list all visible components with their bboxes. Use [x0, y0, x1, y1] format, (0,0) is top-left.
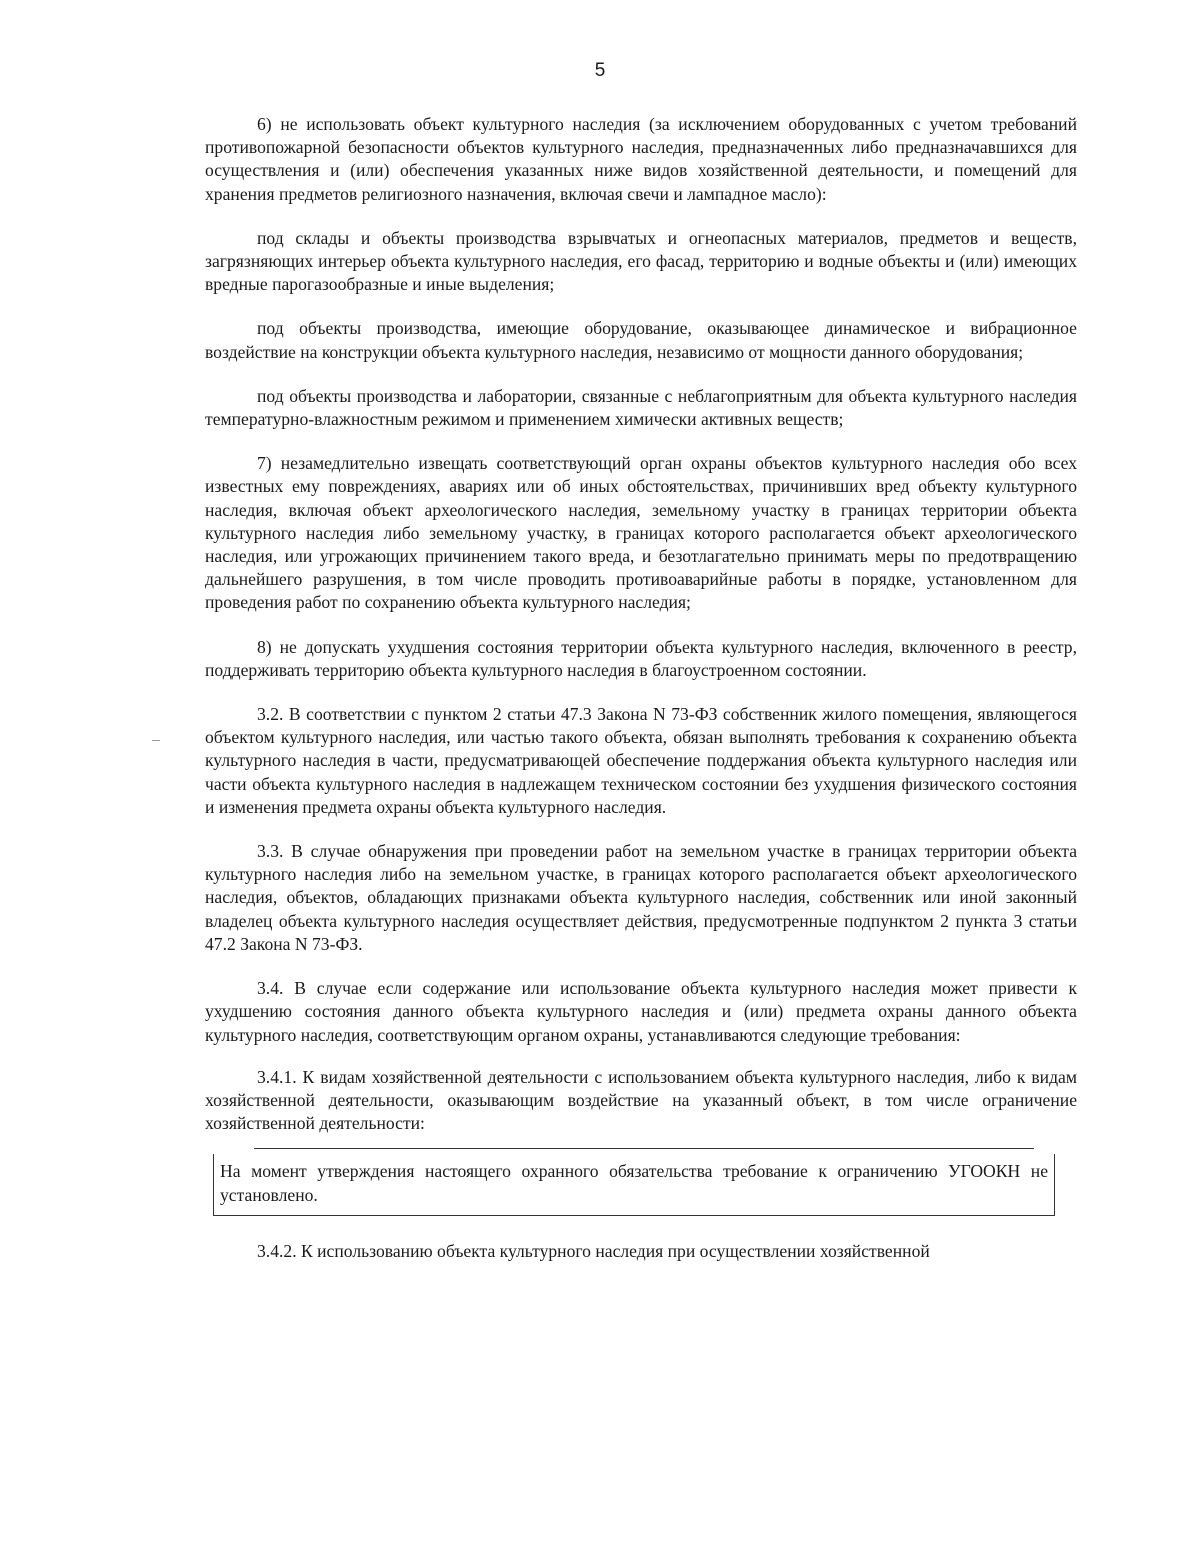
paragraph-production-equipment: под объекты производства, имеющие оборудование, оказывающее динамическое и вибрационное воздействие на конструкции объекта культурного наследия, независимо от мощности данного оборудования;: [205, 318, 1077, 362]
paragraph-3-2: 3.2. В соответствии с пунктом 2 статьи 47.3 Закона N 73-ФЗ собственник жилого помещения, являющегося объектом культурного наследия, или частью такого объекта, обязан выполнять требования к сохранению объекта культурного наследия в части, предусматривающей обеспечение поддержания объекта культурного наследия или части объекта культурного наследия в надлежащем техническом состоянии без ухудшения физического состояния и изменения предмета охраны объекта культурного наследия.: [205, 704, 1077, 817]
paragraph-item-6: 6) не использовать объект культурного наследия (за исключением оборудованных с учетом требований противопожарной безопасности объектов культурного наследия, предназначенных либо предназначавшихся для осуществления и (или) обеспечения указанных ниже видов хозяйственной деятельности, и помещений для хранения предметов религиозного назначения, включая свечи и лампадное масло):: [205, 114, 1077, 204]
page-number: 5: [594, 60, 606, 81]
paragraph-laboratories: под объекты производства и лаборатории, связанные с неблагоприятным для объекта культурного наследия температурно-влажностным режимом и применением химически активных веществ;: [205, 385, 1077, 430]
document-body: [205, 113, 1077, 1284]
paragraph-3-4-1: 3.4.1. К видам хозяйственной деятельности с использованием объекта культурного наследия, либо к видам хозяйственной деятельности, оказывающим воздействие на указанный объект, в том числе ограничение хозяйственной деятельности:: [205, 1066, 1077, 1134]
boxed-note: [213, 1154, 1055, 1215]
paragraph-3-4: 3.4. В случае если содержание или использование объекта культурного наследия может привести к ухудшению состояния данного объекта культурного наследия и (или) предмета охраны данного объекта культурного наследия, соответствующим органом охраны, устанавливаются следующие требования:: [205, 978, 1077, 1045]
boxed-note-text: На момент утверждения настоящего охранного обязательства требование к ограничению УГООКН не установлено.: [220, 1161, 1048, 1205]
margin-mark: [152, 740, 160, 741]
paragraph-item-8: 8) не допускать ухудшения состояния территории объекта культурного наследия, включенного в реестр, поддерживать территорию объекта культурного наследия в благоустроенном состоянии.: [205, 636, 1077, 680]
paragraph-3-3: 3.3. В случае обнаружения при проведении работ на земельном участке в границах территории объекта культурного наследия либо на земельном участке, в границах которого располагается объект археологического наследия, объектов, обладающих признаками объекта культурного наследия, собственник или иной законный владелец объекта культурного наследия осуществляет действия, предусмотренные подпунктом 2 пункта 3 статьи 47.2 Закона N 73-ФЗ.: [205, 841, 1077, 954]
paragraph-3-4-2: 3.4.2. К использованию объекта культурного наследия при осуществлении хозяйственной: [257, 1240, 930, 1261]
paragraph-warehouses: под склады и объекты производства взрывчатых и огнеопасных материалов, предметов и веществ, загрязняющих интерьер объекта культурного наследия, его фасад, территорию и водные объекты и (или) имеющих вредные парогазообразные и иные выделения;: [205, 227, 1077, 295]
paragraph-item-7: 7) незамедлительно извещать соответствующий орган охраны объектов культурного наследия обо всех известных ему повреждениях, авариях или об иных обстоятельствах, причинивших вред объекту культурного наследия, включая объект археологического наследия, земельному участку в границах территории объекта культурного наследия либо земельному участку, в границах которого располагается объект археологического наследия, или угрожающих причинением такого вреда, и безотлагательно принимать меры по предотвращению дальнейшего разрушения, в том числе проводить противоаварийные работы в порядке, установленном для проведения работ по сохранению объекта культурного наследия;: [205, 453, 1077, 613]
